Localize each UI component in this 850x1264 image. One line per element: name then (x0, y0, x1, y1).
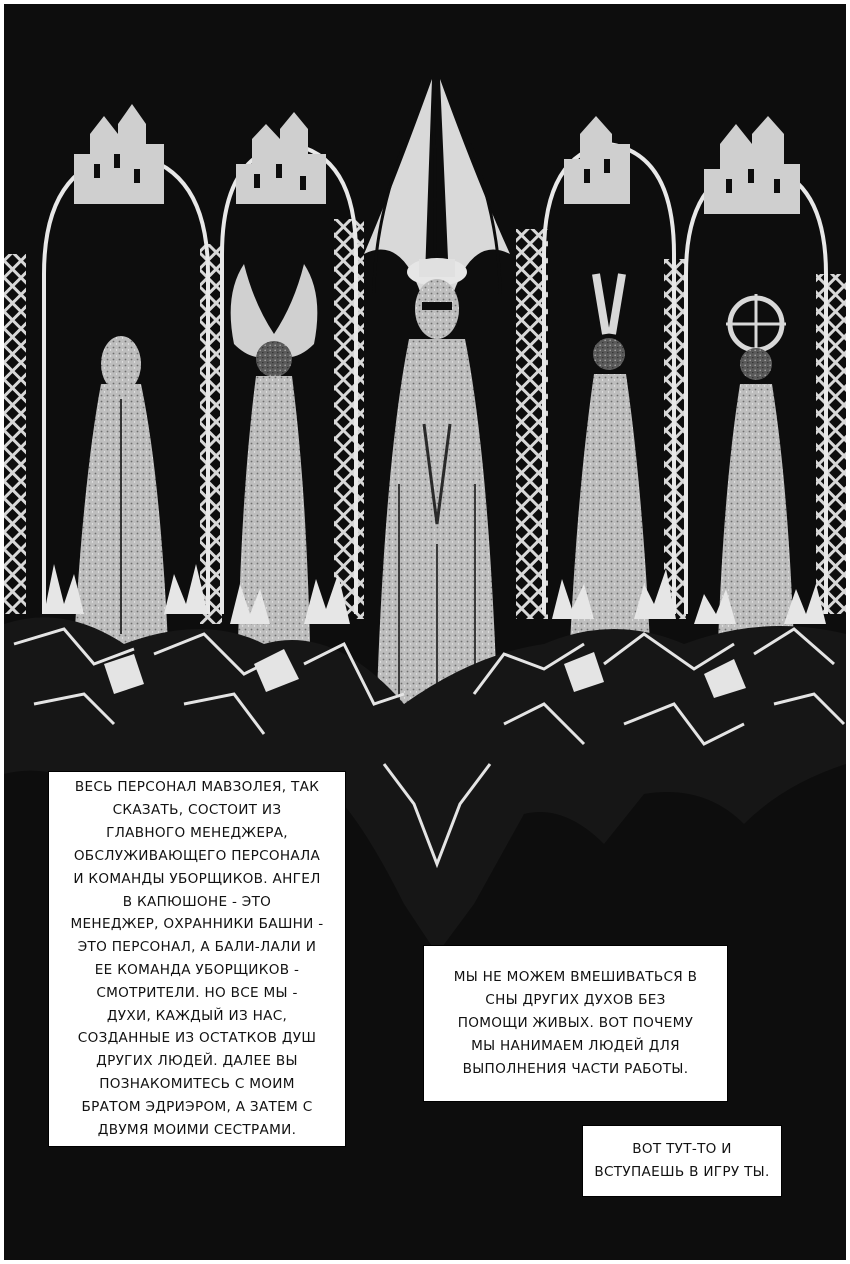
comic-panel (4, 4, 846, 1260)
caption-box-your-role (582, 1125, 782, 1197)
castle-spires (74, 104, 800, 214)
caption-box-hiring-humans (423, 945, 728, 1102)
caption-text-staff-description: ВЕСЬ ПЕРСОНАЛ МАВЗОЛЕЯ, ТАК СКАЗАТЬ, СОСТОИТ ИЗ ГЛАВНОГО МЕНЕДЖЕРА, ОБСЛУЖИВАЮЩЕГО ПЕРСОНАЛА И КОМАНДЫ УБОРЩИКОВ. АНГЕЛ В КАПЮШОНЕ - ЭТО МЕНЕДЖЕР, ОХРАННИКИ БАШНИ - ЭТО ПЕРСОНАЛ, А БАЛИ-ЛАЛИ И ЕЕ КОМАНДА УБОРЩИКОВ - СМОТРИТЕЛИ. НО ВСЕ МЫ - ДУХИ, КАЖДЫЙ ИЗ НАС, СОЗДАННЫЕ ИЗ ОСТАТКОВ ДУШ ДРУГИХ ЛЮДЕЙ. ДАЛЕЕ ВЫ ПОЗНАКОМИТЕСЬ С МОИМ БРАТОМ ЭДРИЭРОМ, А ЗАТЕМ С ДВУМЯ МОИМИ СЕСТРАМИ. (70, 779, 324, 1138)
caption-box-staff-description (48, 771, 346, 1147)
caption-text-your-role: ВОТ ТУТ-ТО И ВСТУПАЕШЬ В ИГРУ ТЫ. (594, 1141, 770, 1180)
caption-text-hiring-humans: МЫ НЕ МОЖЕМ ВМЕШИВАТЬСЯ В СНЫ ДРУГИХ ДУХОВ БЕЗ ПОМОЩИ ЖИВЫХ. ВОТ ПОЧЕМУ МЫ НАНИМАЕМ ЛЮДЕЙ ДЛЯ ВЫПОЛНЕНИЯ ЧАСТИ РАБОТЫ. (453, 969, 698, 1077)
